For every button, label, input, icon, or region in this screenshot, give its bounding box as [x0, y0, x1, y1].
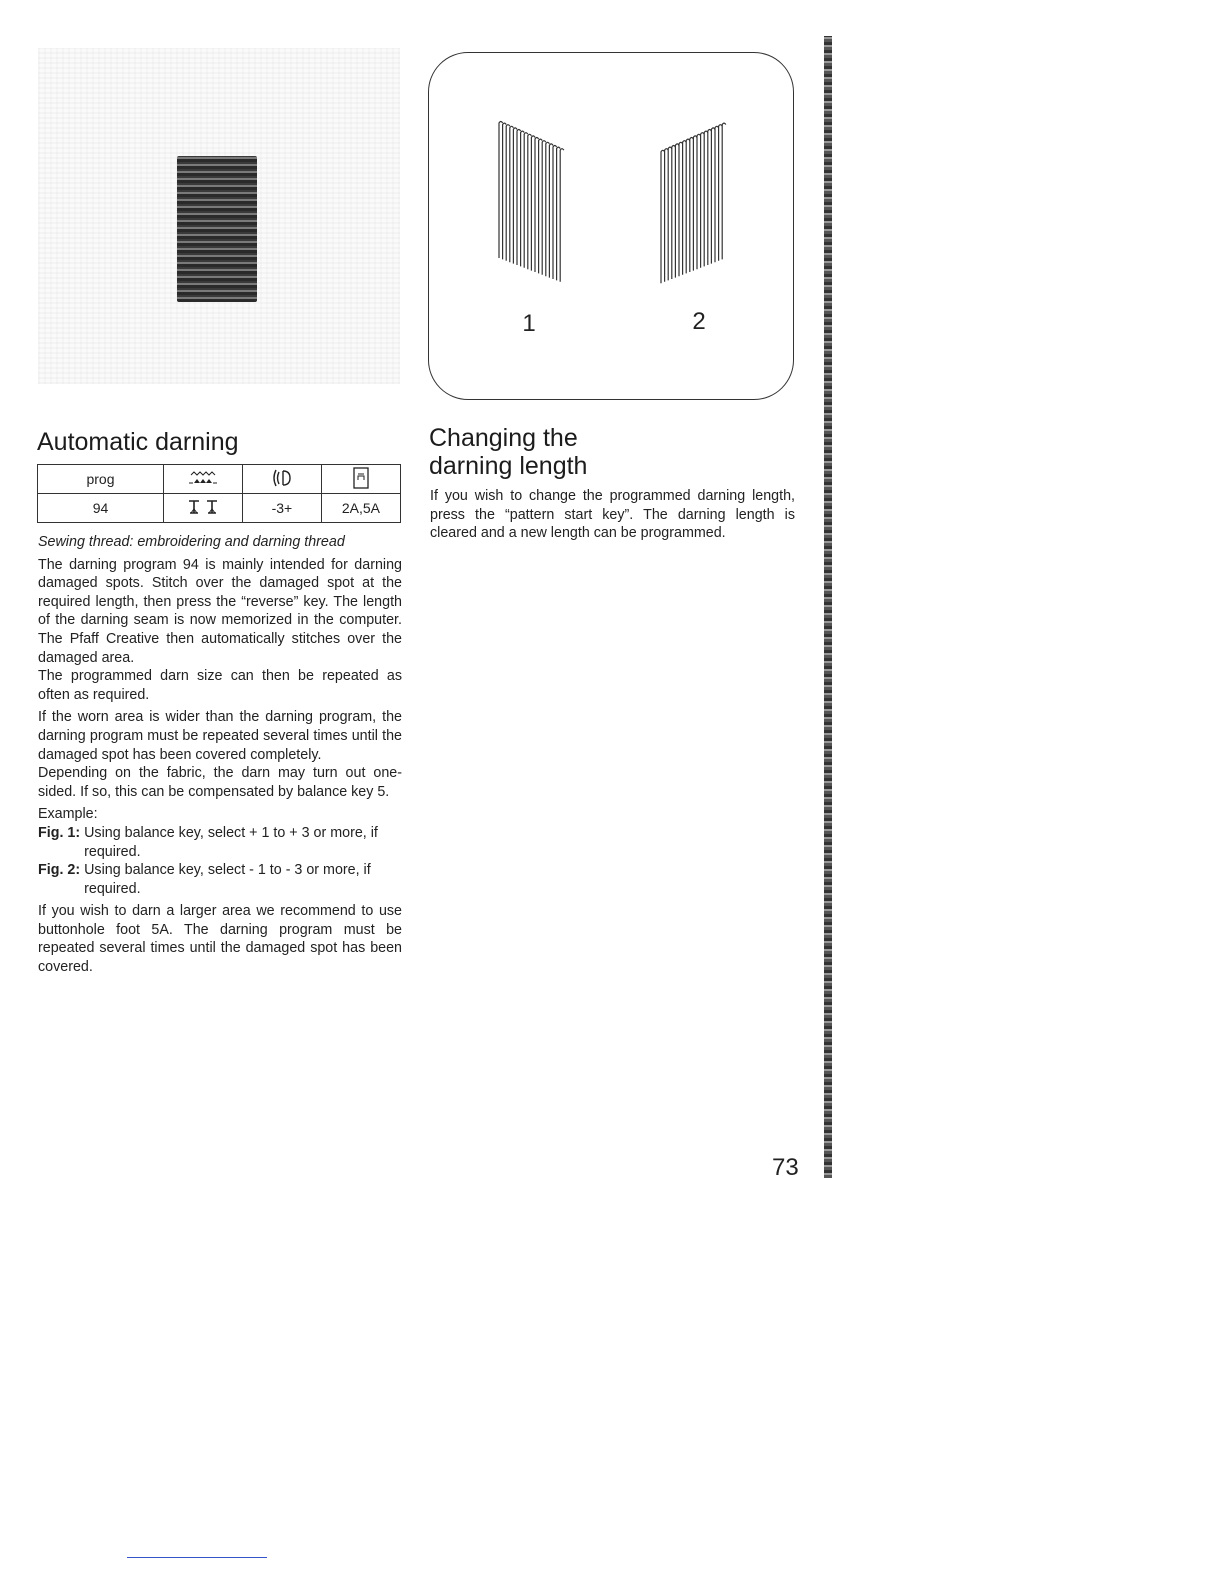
table-cell-prog: prog [38, 465, 164, 494]
page-edge-shadow [824, 36, 832, 1178]
figure-label-2: 2 [692, 308, 706, 335]
table-values-row [38, 494, 401, 523]
tension-icon [271, 467, 293, 489]
darned-patch [177, 156, 257, 302]
paragraph-darning-program: The darning program 94 is mainly intended for darning damaged spots. Stitch over the damaged spot at the required length, then press the “reverse” key. The length of the darning seam is now memorized in the computer. The Pfaff Creative then automatically stitches over the damaged area. [38, 556, 402, 666]
figure-label-1: 1 [522, 310, 536, 337]
table-cell-needle-icon [163, 494, 242, 523]
darning-balance-diagram [428, 52, 794, 400]
fig-2-label: Fig. 2: [38, 862, 81, 879]
sewing-thread-note: Sewing thread: embroidering and darning thread [38, 534, 345, 550]
fig-1-line [38, 824, 402, 861]
section-title-changing-darning-length [429, 424, 587, 480]
table-cell-program-number: 94 [38, 494, 164, 523]
fig-2-line [38, 861, 402, 898]
stitch-line [722, 123, 726, 259]
page-number: 73 [772, 1154, 799, 1181]
paragraph-repeat: The programmed darn size can then be repeated as often as required. [38, 668, 402, 703]
paragraph-larger-area: If you wish to darn a larger area we recommend to use buttonhole foot 5A. The darning program must be repeated several times until the damaged spot has been covered. [38, 903, 402, 976]
section-title-automatic-darning: Automatic darning [37, 428, 239, 456]
stitch-line [560, 149, 564, 282]
left-column-text [38, 533, 402, 977]
darning-pattern-1 [499, 122, 564, 282]
fig-1-text: Using balance key, select + 1 to + 3 or more, if required. [84, 824, 378, 860]
fig-2-text: Using balance key, select - 1 to - 3 or more, if required. [84, 862, 371, 897]
table-cell-icon-foot [321, 465, 400, 494]
darning-sample-photo [38, 48, 400, 384]
stitch-width-icon [188, 469, 218, 487]
title-line-2: darning length [429, 452, 588, 480]
example-label: Example: [38, 806, 98, 823]
bottom-rule [127, 1557, 267, 1558]
paragraph-one-sided: Depending on the fabric, the darn may turn out one-sided. If so, this can be compensated by balance key 5. [38, 765, 402, 800]
table-cell-icon-stitch [163, 465, 242, 494]
title-line-1: Changing the [429, 424, 578, 452]
paragraph-changing-length: If you wish to change the programmed darning length, press the “pattern start key”. The darning length is cleared and a new length can be programmed. [430, 488, 795, 542]
table-cell-foot: 2A,5A [321, 494, 400, 523]
table-cell-icon-tension [243, 465, 322, 494]
paragraph-worn-area: If the worn area is wider than the darning program, the darning program must be repeated several times until the damaged spot has been covered completely. [38, 709, 402, 763]
table-cell-balance: -3+ [243, 494, 322, 523]
darning-patterns-svg [429, 53, 795, 401]
right-column-text [430, 487, 795, 543]
presser-foot-icon [352, 466, 370, 490]
table-header-row [38, 465, 401, 494]
settings-table [37, 464, 401, 523]
fig-1-label: Fig. 1: [38, 824, 81, 841]
darning-pattern-2 [661, 123, 726, 283]
needle-stitch-icon [186, 498, 220, 516]
